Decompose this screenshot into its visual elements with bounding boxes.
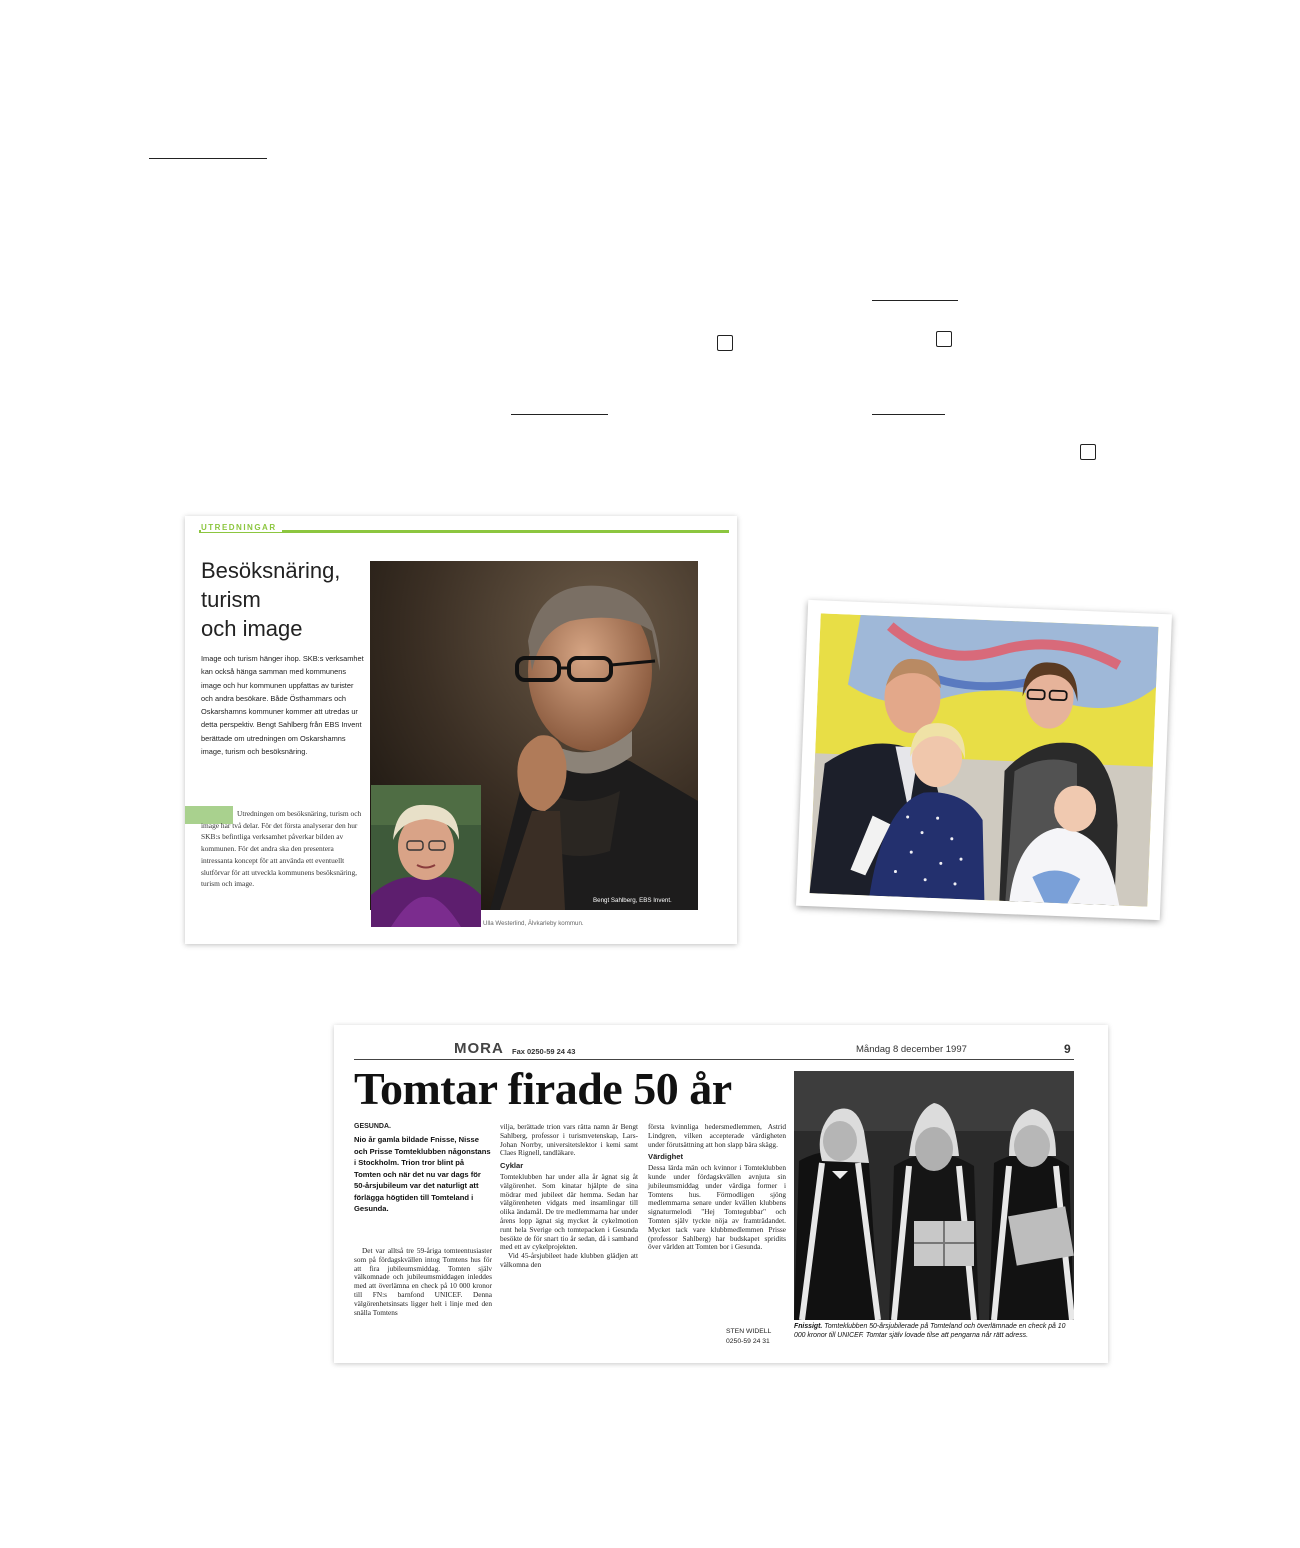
paragraph: vilja, berättade trion vars rätta namn är Bengt Sahlberg, professor i turismvetenskap, Lars-Johan Norrby, universitetslektor i kemi samt Claes Rignell, tandläkare. [500,1122,638,1158]
inset-caption: Ulla Westerlind, Älvkarleby kommun. [483,920,584,927]
byline [726,1327,771,1347]
newspaper-name: MORA [454,1040,504,1057]
paragraph: Vid 45-årsjubileet hade klubben glädjen att välkomna den [500,1251,638,1269]
blank-rule [149,158,267,159]
title-line: Besöksnäring, [201,558,341,583]
article-column [648,1123,786,1252]
caption-text: Tomteklubben 50-årsjubilerade på Tomteland och överlämnade en check på 10 000 kronor till UNICEF. Tomtar själv lovade tilse att pengarna når rätt adress. [794,1323,1066,1339]
photo-caption: Bengt Sahlberg, EBS Invent. [593,897,672,904]
dateline: GESUNDA. [354,1123,391,1130]
article-lead: Nio år gamla bildade Fnisse, Nisse och Prisse Tomteklubben någonstans i Stockholm. Trion tror blint på Tomten och när det nu var dags för 50-årsjubileum var det naturligt att förlägga högtiden till Tomteland i Gesunda. [354,1135,491,1213]
headline: Tomtar firade 50 år [354,1063,732,1114]
blank-rule [872,414,945,415]
photo-caption [794,1322,1076,1340]
checkbox[interactable] [936,331,952,347]
article-column [354,1247,492,1317]
byline-name: STEN WIDELL [726,1328,772,1335]
page-number: 9 [1064,1042,1071,1056]
title-line: och image [201,616,303,641]
title-line: turism [201,587,261,612]
family-photo-print [796,600,1172,920]
masthead-rule [354,1059,1074,1060]
tomtar-clipping [334,1025,1108,1363]
article-body: Utredningen om besöksnäring, turism och image har två delar. För det första analyserar den hur SKB:s befintliga verksamhet påverkar bilden av kommunen. För det andra ska den presentera intressanta koncept för att använda ett eventuellt slutförvar för att utveckla kommunens besöksnäring, turism och image. [201,809,362,889]
blank-rule [511,414,608,415]
paragraph: första kvinnliga hedersmedlemmen, Astrid Lindgren, vilken accepterade värdigheten under förutsättning att hon slapp bära skägg. [648,1122,786,1149]
fax-number: Fax 0250-59 24 43 [512,1047,576,1056]
byline-phone: 0250-59 24 31 [726,1338,770,1345]
checkbox[interactable] [717,335,733,351]
paragraph: Det var alltså tre 59-åriga tomteentusiaster som på fördagskvällen intog Tomtens hus för att fira jubileumsmiddag. Tomten själv välkomnade och jubileumsmiddagen inleddes med att överlämna en check på 10 000 kronor till FN:s barnfond UNICEF. Denna välgörenhetsinsats ligger helt i linje med den snälla Tomtens [354,1246,492,1317]
article-column [500,1123,638,1270]
paragraph: Tomteklubben har under alla år ägnat sig åt välgörenhet. Som kinatar hjälpte de sina mödrar med jubileet där hemma. Sedan har välgörenheten vidgats med insamlingar till olika ändamål. De tre medlemmarna har under årens lopp ägnat sig mycket åt cykelmotion runt hela Sverige och tomtepacken i Gesunda besökte de för snart tio år sedan, då i samband med ett av cykelprojekten. [500,1171,638,1252]
besoksnaring-clipping [185,516,737,944]
family-photo [810,613,1159,906]
section-kicker: UTREDNINGAR [201,523,282,532]
caption-lead: Fnissigt. [794,1323,823,1330]
paragraph: Dessa lärda män och kvinnor i Tomteklubben kunde under fördagskvällen avnjuta sin jubileumsmiddag under värdiga former i Tomtens hus. Förmodligen sjöng medlemmarna senare under kvällen klubbens signaturmelodi "Hej Tomtegubbar" och Tomten själv tyckte nöja av framträdandet. Mycket tack vare klubbmedlemmen Prisse (professor Sahlberg) har budskapet spridits över världen att Tomten bor i Gesunda. [648,1163,786,1252]
article-title [201,556,371,643]
article-intro: Image och turism hänger ihop. SKB:s verksamhet kan också hänga samman med kommunens image och hur kommunen uppfattas av turister och andra besökare. Både Östhammars och Oskarshamns kommuner kommer att utredas ur detta perspektiv. Bengt Sahlberg från EBS Invent berättade om utredningen om Oskarshamns image, turism och besöksnäring. [201,654,364,757]
santas-photo [794,1071,1074,1320]
blank-rule [872,300,958,301]
checkbox[interactable] [1080,444,1096,460]
subheading: Värdighet [648,1152,684,1162]
inset-portrait-photo [371,785,481,927]
subheading: Cyklar [500,1161,524,1171]
issue-date: Måndag 8 december 1997 [856,1044,967,1055]
